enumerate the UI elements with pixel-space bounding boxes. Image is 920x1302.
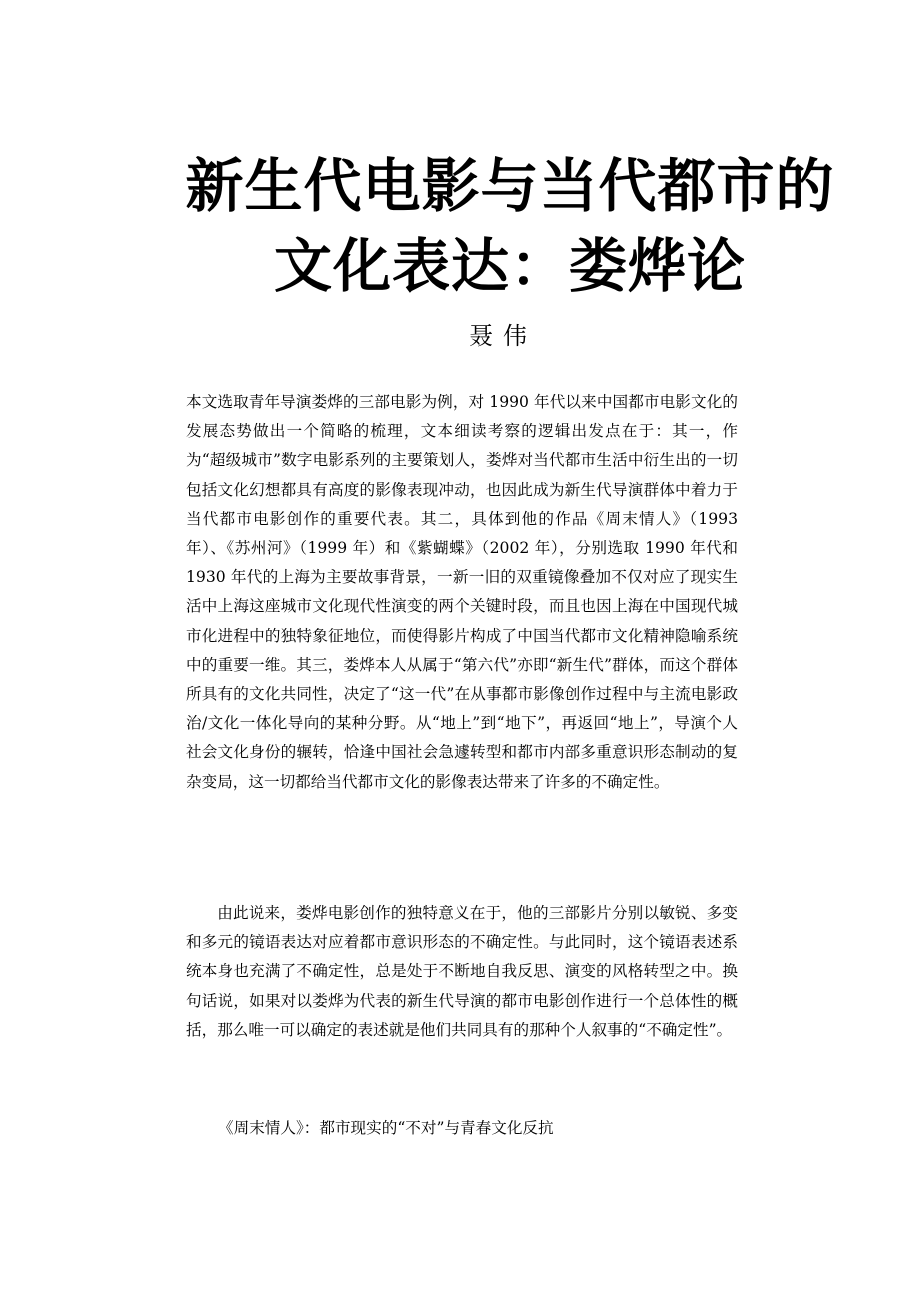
paragraph-1: 本文选取青年导演娄烨的三部电影为例，对 1990 年代以来中国都市电影文化的发展态势做出一个简略的梳理，文本细读考察的逻辑出发点在于：其一，作为“超级城市”数字电影系列的主要策划人，娄烨对当代都市生活中衍生出的一切包括文化幻想都具有高度的影像表现冲动，也因此成为新生代导演群体中着力于当代都市电影创作的重要代表。其二，具体到他的作品《周末情人》（1993 年）、《苏州河》（1999 年）和《紫蝴蝶》（2002 年），分别选取 1990 年代和 1930 年代的上海为主要故事背景，一新一旧的双重镜像叠加不仅对应了现实生活中上海这座城市文化现代性演变的两个关键时段，而且也因上海在中国现代城市化进程中的独特象征地位，而使得影片构成了中国当代都市文化精神隐喻系统中的重要一维。其三，娄烨本人从属于“第六代”亦即“新生代”群体，而这个群体所具有的文化共同性，决定了“这一代”在从事都市影像创作过程中与主流电影政治/文化一体化导向的某种分野。从“地上”到“地下”，再返回“地上”，导演个人社会文化身份的辗转，恰逢中国社会急遽转型和都市内部多重意识形态制动的复杂变局，这一切都给当代都市文化的影像表达带来了许多的不确定性。 (186, 393, 738, 791)
title-line-1: 新生代电影与当代都市的 (185, 152, 835, 220)
author-name: 聂伟 (469, 322, 537, 350)
section-heading: 《周末情人》：都市现实的“不对”与青春文化反抗 (218, 1119, 554, 1137)
title-line-2: 文化表达：娄烨论 (273, 232, 746, 300)
paragraph-2: 由此说来，娄烨电影创作的独特意义在于，他的三部影片分别以敏锐、多变和多元的镜语表达对应着都市意识形态的不确定性。与此同时，这个镜语表述系统本身也充满了不确定性，总是处于不断地自我反思、演变的风格转型之中。换句话说，如果对以娄烨为代表的新生代导演的都市电影创作进行一个总体性的概括，那么唯一可以确定的表述就是他们共同具有的那种个人叙事的“不确定性”。 (186, 904, 738, 1039)
body-text (186, 388, 738, 797)
document-title (150, 146, 870, 306)
